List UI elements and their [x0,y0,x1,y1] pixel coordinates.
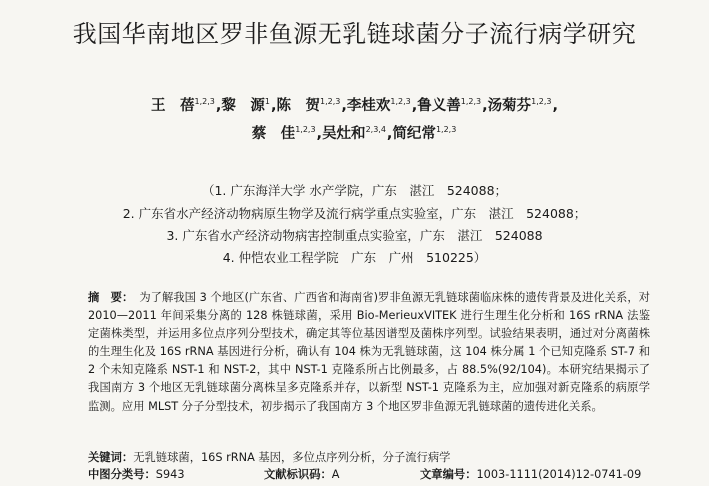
affiliation-marker: 1,2,3 [435,125,457,134]
author: 汤菊芬$^{1,2,3}$, [487,97,558,114]
affiliation-4: 4. 仲恺农业工程学院 广东 广州 510225） [222,250,487,265]
affiliation-marker: 1,2,3 [531,97,552,106]
affiliation-marker: 1,2,3 [194,97,215,106]
abstract [88,289,650,416]
affiliation-1: （1. 广东海洋大学 水产学院，广东 湛江 524088； [201,183,508,198]
author-list-line-2 [0,122,709,143]
paper-title: 我国华南地区罗非鱼源无乳链球菌分子流行病学研究 [72,20,637,48]
author: 李桂欢$^{1,2,3}$, [346,97,418,114]
article-number: 文章编号：1003-1111(2014)12-0741-09 [420,468,642,481]
affiliation-marker: 1,2,3 [295,125,316,134]
author: 王 蓓$^{1,2,3}$, [151,97,222,114]
abstract-label: 摘 要： [88,291,134,304]
author: 简纪常$^{1,2,3}$ [392,125,457,142]
affiliation-marker: 1 [264,97,270,106]
keywords-label: 关键词： [88,451,134,464]
affiliation-marker: 1,2,3 [460,97,482,106]
author: 陈 贺$^{1,2,3}$, [276,97,347,114]
affiliation-marker: 1,2,3 [390,97,411,106]
affiliation-3: 3. 广东省水产经济动物病害控制重点实验室，广东 湛江 524088 [166,228,543,243]
author: 蔡 佳$^{1,2,3}$, [251,125,323,142]
author: 黎 源$^1$, [221,97,277,114]
affiliation-marker: 1,2,3 [319,97,341,106]
affiliation-marker: 2,3,4 [365,125,386,134]
keywords-text: 无乳链球菌，16S rRNA 基因，多位点序列分析，分子流行病学 [133,451,451,464]
author: 吴灶和$^{2,3,4}$, [322,125,393,142]
document-code: 文献标识码：A [264,468,340,481]
affiliation-2: 2. 广东省水产经济动物病原生物学及流行病学重点实验室，广东 湛江 524088； [122,206,587,221]
author-list-line-1 [0,94,709,115]
clc-number: 中图分类号：S943 [88,468,185,481]
abstract-text: 为了解我国 3 个地区(广东省、广西省和海南省)罗非鱼源无乳链球菌临床株的遗传背景及进化关系，对 2010—2011 年间采集分离的 128 株链球菌，采用 Bio-MerieuxVITEK 进行生理生化分析和 16S rRNA 法鉴定菌株类型，并运用多位点序列分型技术，确定其等位基因谱型及菌株序列型。试验结果表明，通过对分离菌株的生理生化及 16S rRNA 基因进行分析，确认有 104 株为无乳链球菌，这 104 株分属 1 个已知克隆系 ST-7 和 2 个未知克隆系 NST-1 和 NST-2，其中 NST-1 克隆系所占比例最多，占 88.5%(92/104)。本研究结果揭示了我国南方 3 个地区无乳链球菌分离株呈多克隆系并存，以新型 NST-1 克隆系为主，应加强对新克隆系的病原学监测。应用 MLST 分子分型技术，初步揭示了我国南方 3 个地区罗非鱼源无乳链球菌的遗传进化关系。 [88,291,650,413]
keywords [88,449,688,465]
author: 鲁义善$^{1,2,3}$, [417,97,488,114]
